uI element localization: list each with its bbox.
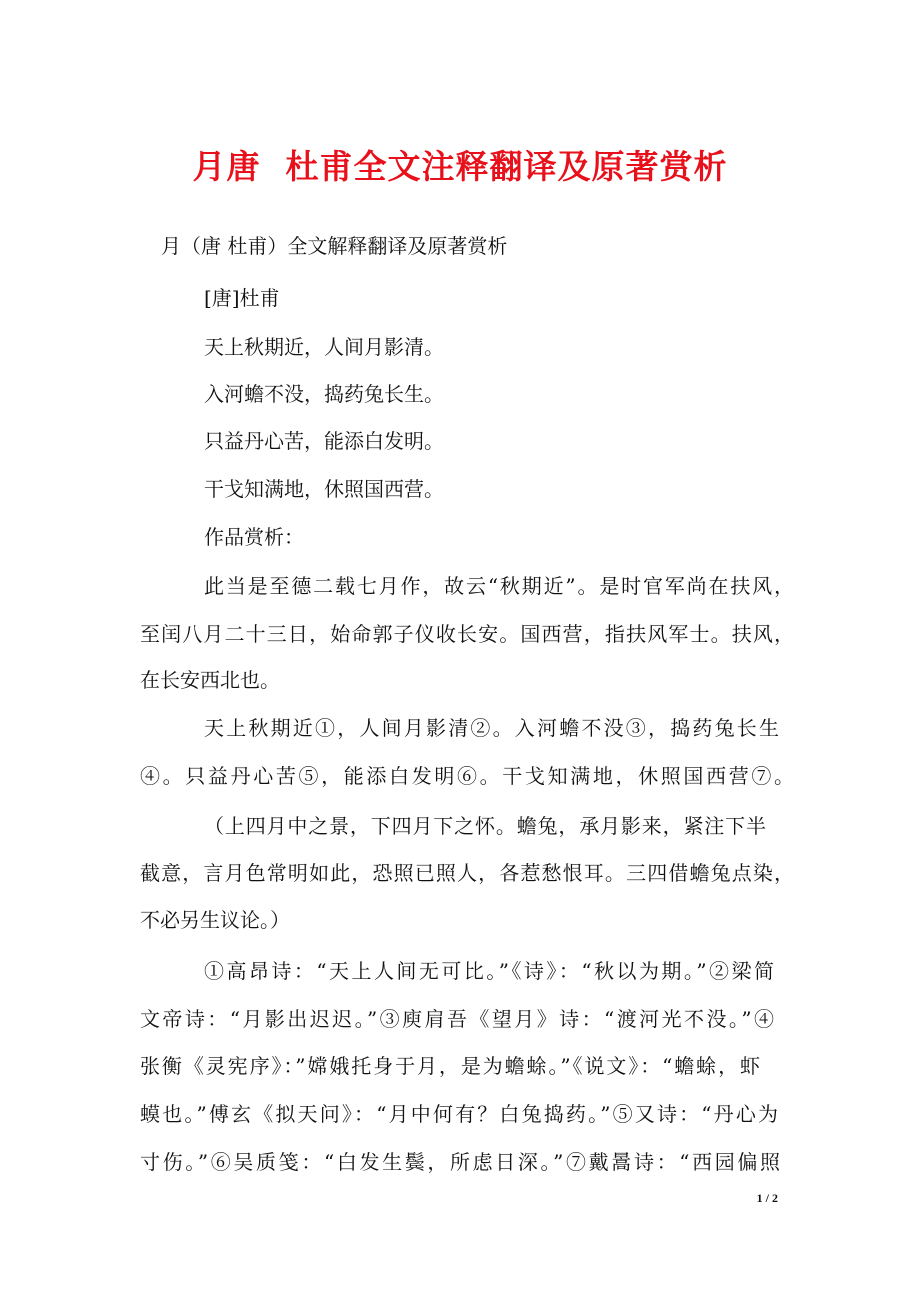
paragraph-1-line-2: 至闰八月二十三日，始命郭子仪收长安。国西营，指扶风军士。扶风，: [140, 622, 794, 646]
author: [唐]杜甫: [204, 286, 280, 310]
page-number: 1 / 2: [756, 1191, 778, 1205]
page-title: 月唐 杜甫全文注释翻译及原著赏析: [192, 147, 728, 186]
paragraph-1-line-1: 此当是至德二载七月作，故云“秋期近”。是时官军尚在扶风，: [204, 574, 794, 598]
poem-line-3: 只益丹心苦，能添白发明。: [204, 429, 444, 453]
paragraph-3-line-2: 截意，言月色常明如此，恐照已照人，各惹愁恨耳。三四借蟾兔点染，: [140, 861, 794, 885]
poem-line-4: 干戈知满地，休照国西营。: [204, 477, 444, 501]
subtitle: 月（唐 杜甫）全文解释翻译及原著赏析: [161, 234, 508, 258]
poem-line-2: 入河蟾不没，捣药兔长生。: [204, 382, 444, 406]
paragraph-1-line-3: 在长安西北也。: [140, 668, 280, 692]
notes-line-4: 蟆也。”傅玄《拟天问》：“月中何有？白兔捣药。”⑤又诗：“丹心为: [140, 1102, 778, 1126]
appreciation-heading: 作品赏析：: [204, 525, 304, 549]
notes-line-2: 文帝诗：“月影出迟迟。”③庾肩吾《望月》诗：“渡河光不没。”④: [140, 1007, 774, 1031]
notes-line-1: ①高昂诗：“天上人间无可比。”《诗》：“秋以为期。”②梁简: [204, 959, 774, 983]
poem-line-1: 天上秋期近，人间月影清。: [204, 335, 444, 359]
paragraph-2-line-2: ④。只益丹心苦⑤，能添白发明⑥。干戈知满地，休照国西营⑦。: [140, 764, 794, 788]
notes-line-3: 张衡《灵宪序》：”嫦娥托身于月，是为蟾蜍。”《说文》：“蟾蜍，虾: [140, 1054, 760, 1078]
paragraph-3-line-3: 不必另生议论。）: [140, 908, 290, 932]
paragraph-2-line-1: 天上秋期近①，人间月影清②。入河蟾不没③，捣药兔长生: [204, 716, 779, 740]
notes-line-5: 寸伤。”⑥吴质笺：“白发生鬓，所虑日深。”⑦戴暠诗：“西园偏照: [140, 1150, 780, 1174]
paragraph-3-line-1: （上四月中之景，下四月下之怀。蟾兔，承月影来，紧注下半: [204, 814, 766, 838]
